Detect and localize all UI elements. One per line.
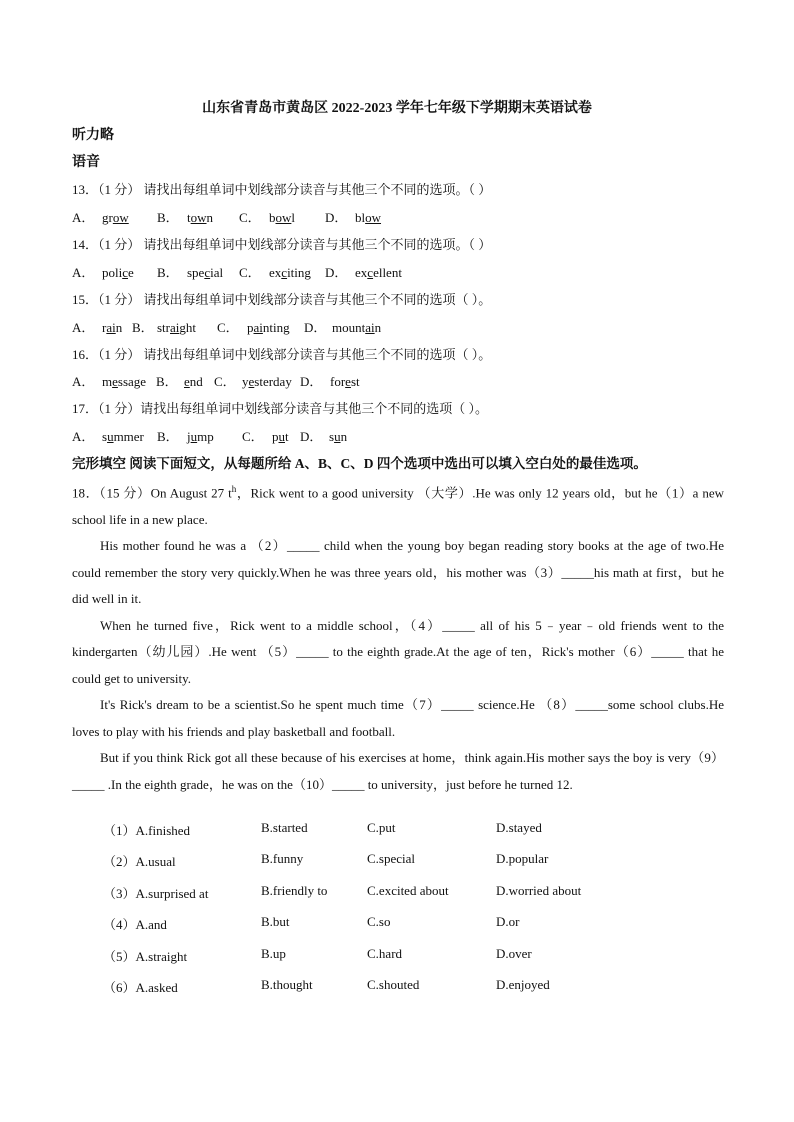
choice-row [103,946,703,977]
option-label: B． [157,210,179,225]
passage-paragraph: But if you think Rick got all these because of his exercises at home，think again.His mother says the boy is very（9）_____ .In the eighth grade，he was on the（10）_____ to university，just before he turned 12. [72,750,724,792]
passage-paragraph: His mother found he was a （2）_____ child when the young boy began reading story books at the age of two.He could remember the story very quickly.When he was three years old，his mother was（3）_____his math at first，but he did well in it. [72,538,724,607]
option-label: D． [325,265,348,280]
option-label: A． [72,374,95,389]
question-options [72,317,381,336]
choice-a: （1）A.finished [103,823,191,838]
option-label: A． [72,210,95,225]
option-word: bowl [269,210,296,225]
choice-a: （5）A.straight [103,948,188,964]
choice-b: B.but [261,914,290,930]
choice-c: C.so [367,914,391,930]
option-word: exciting [269,265,311,280]
choice-c: C.special [367,851,416,867]
choice-b: B.funny [261,851,304,867]
option-label: B． [132,320,154,335]
option-word: painting [247,320,290,335]
phonetics-heading: 语音 [72,155,100,170]
choice-b: B.thought [261,976,313,992]
option-word: end [184,374,203,389]
choice-d: D.over [496,945,532,961]
choice-row [103,977,703,1008]
choice-row [103,883,703,914]
option-label: C． [239,210,261,225]
option-word: special [187,265,224,280]
question-stem: 17．（1 分）请找出每组单词中划线部分读音与其他三个不同的选项（ ）。 [72,401,489,416]
option-word: sun [329,429,348,444]
option-label: A． [72,429,95,444]
cloze-choices [103,820,703,1008]
choice-c: C.excited about [367,882,449,898]
option-word: forest [330,374,360,389]
option-label: D． [300,429,323,444]
question-options [72,207,381,226]
choice-d: D.or [496,914,520,930]
choice-a: （6）A.asked [103,979,178,995]
choice-row [103,914,703,945]
cloze-heading: 完形填空 阅读下面短文，从每题所给 A、B、C、D 四个选项中选出可以填入空白处的最佳选项。 [72,456,647,471]
cloze-passage [72,476,724,798]
option-word: message [102,374,147,389]
option-word: blow [355,210,382,225]
option-word: yesterday [242,374,292,389]
choice-row [103,851,703,882]
listening-heading: 听力略 [72,128,114,143]
passage-paragraph: When he turned five，Rick went to a middle school，（4）_____ all of his 5﹣year﹣old friends went to the kindergarten（幼儿园）.He went （5）_____ to the eighth grade.At the age of ten，Rick's mother（6）_____ that he could get to university. [72,617,724,686]
option-label: C． [214,374,236,389]
option-label: A． [72,265,95,280]
choice-row [103,820,703,851]
question-stem: 14．（1 分） 请找出每组单词中划线部分读音与其他三个不同的选项。（ ） [72,237,492,252]
choice-c: C.hard [367,945,403,961]
choice-a: （4）A.and [103,917,167,933]
choice-d: D.popular [496,851,549,867]
choice-d: D.worried about [496,882,582,898]
question-stem: 13．（1 分） 请找出每组单词中划线部分读音与其他三个不同的选项。（ ） [72,182,492,197]
option-word: town [187,210,214,225]
option-word: grow [102,210,129,225]
question-options [72,426,347,445]
option-label: C． [217,320,239,335]
option-label: B． [156,374,178,389]
choice-b: B.up [261,945,286,961]
choice-a: （3）A.surprised at [103,885,209,901]
option-label: D． [300,374,323,389]
option-word: police [102,265,134,280]
question-options [72,371,360,390]
page-title: 山东省青岛市黄岛区 2022-2023 学年七年级下学期期末英语试卷 [202,101,592,116]
option-label: B． [157,265,179,280]
option-word: excellent [355,265,402,280]
passage-paragraph: 18．（15 分）On August 27 $t^h$，Rick went to a good university （大学）.He was only 12 years old，but he（1）a new school life in a new place. [72,484,724,527]
option-label: A． [72,320,95,335]
choice-b: B.friendly to [261,882,328,898]
option-label: D． [304,320,327,335]
option-word: straight [157,320,197,335]
choice-d: D.stayed [496,820,542,835]
question-stem: 15．（1 分） 请找出每组单词中划线部分读音与其他三个不同的选项（ ）。 [72,292,492,307]
option-word: rain [102,320,123,335]
option-word: summer [102,429,144,444]
passage-paragraph: It's Rick's dream to be a scientist.So he spent much time（7）_____ science.He （8）_____some school clubs.He loves to play with his friends and play basketball and football. [72,697,724,739]
option-label: B． [157,429,179,444]
option-word: put [272,429,289,444]
option-label: C． [239,265,261,280]
question-options [72,262,402,281]
option-label: C． [242,429,264,444]
choice-c: C.shouted [367,976,420,992]
choice-c: C.put [367,820,396,835]
option-word: jump [187,429,214,444]
choice-a: （2）A.usual [103,854,176,870]
option-word: mountain [332,320,382,335]
option-label: D． [325,210,348,225]
choice-b: B.started [261,820,308,835]
choice-d: D.enjoyed [496,976,550,992]
question-stem: 16．（1 分） 请找出每组单词中划线部分读音与其他三个不同的选项（ ）。 [72,347,492,362]
